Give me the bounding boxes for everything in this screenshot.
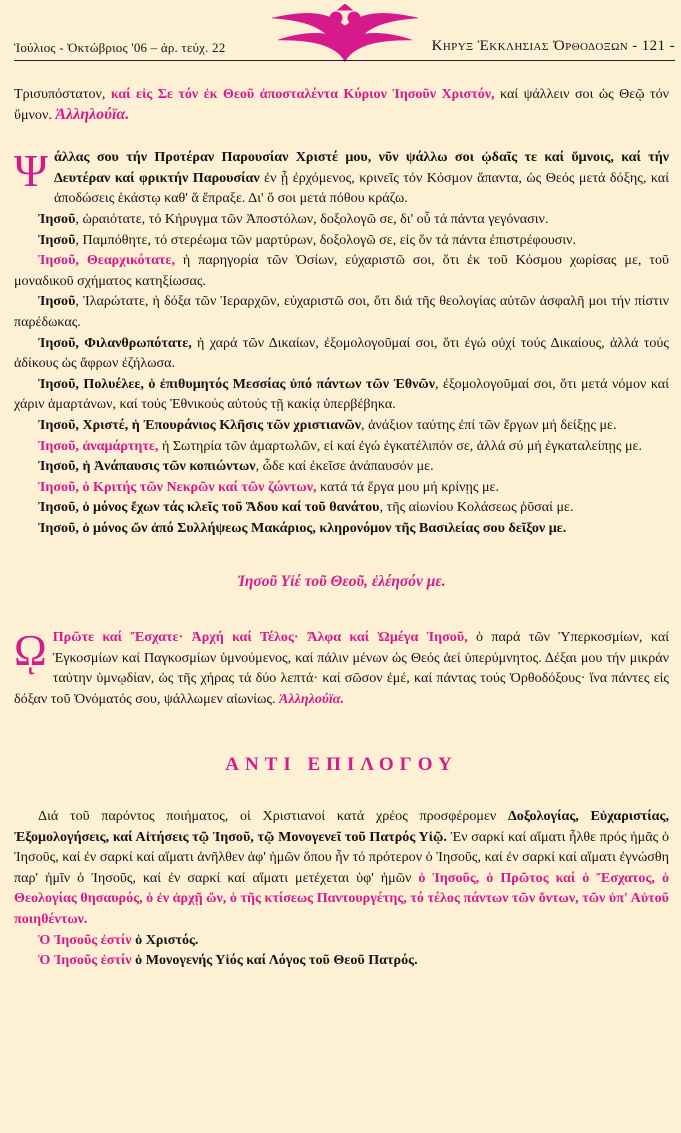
page-body xyxy=(14,84,669,971)
intro-paragraph xyxy=(14,84,669,125)
alleluia-text: Ἀλληλούϊα. xyxy=(55,105,130,123)
verse-text: , ὧδε καί ἐκεῖσε ἀνάπαυσόν με. xyxy=(255,458,434,475)
epilogue-line-2-a: Ὁ Ἰησοῦς ἐστίν xyxy=(38,952,132,969)
intro-highlight: καί εἰς Σε τόν ἐκ Θεοῦ ἀποσταλέντα Κύριον Ἰησοῦν Χριστόν, xyxy=(110,86,495,102)
verse-invocation: Ἰησοῦ xyxy=(38,293,76,310)
verse-item xyxy=(14,497,669,518)
dropcap-omega: ῼ xyxy=(14,626,47,676)
verse-item xyxy=(14,250,669,291)
verse-invocation: Ἰησοῦ xyxy=(38,210,76,227)
verse-text: , Ἱλαρώτατε, ἡ δόξα τῶν Ἱεραρχῶν, εὐχαριστῶ σοι, ὅτι διά τῆς θεολογίας αὐτῶν ἀσφαλῆ μοι τήν πίστιν παρέδωκας. xyxy=(14,293,669,330)
verse-invocation: Ἰησοῦ, Χριστέ, ἡ Ἐπουράνιος Κλῆσις τῶν χριστιανῶν xyxy=(38,416,362,433)
psi-bold: άλλας σου τήν Προτέραν Παρουσίαν Χριστέ μου, νῦν ψάλλω σοι ᾠδαῖς τε καί ὕμνοις, καί τήν Δευτέραν καί φρικτήν Παρουσίαν xyxy=(53,149,669,186)
epilogue-line-1 xyxy=(14,930,669,951)
verse-invocation: Ἰησοῦ, ἡ Ἀνάπαυσις τῶν κοπιώντων xyxy=(38,458,256,475)
verse-text: , Παμπόθητε, τό στερέωμα τῶν μαρτύρων, δοξολογῶ σε, εἰς ὅν τά πάντα ἐπιστρέφουσιν. xyxy=(75,231,577,248)
verse-invocation: Ἰησοῦ, Πολυέλεε, ὁ ἐπιθυμητός Μεσσίας ὑπό πάντων τῶν Ἐθνῶν xyxy=(38,375,435,392)
verse-item xyxy=(14,477,669,498)
epilogue-bold: Δοξολογίας, Εὐχαριστίας, Ἐξομολογήσεις, καί Αἰτήσεις τῷ Ἰησοῦ, τῷ Μονογενεῖ τοῦ Πατρός Υἱῷ. xyxy=(14,808,669,845)
verse-item xyxy=(14,436,669,457)
issue-info: Ἰούλιος - Ὀκτώβριος '06 – ἀρ. τεύχ. 22 xyxy=(14,40,226,55)
verse-invocation: Ἰησοῦ xyxy=(38,231,76,248)
psi-rest: ἐν ᾗ ἐρχόμενος, κρινεῖς τόν Κόσμον ἅπαντα, ὡς Θεός μετά δόξης, καί ἀποδώσεις ἑκάστῳ καθ' ἅ ἔπραξε. Δι' ὅ σοι μετά πόθου κράζω. xyxy=(53,169,669,207)
omega-rest: ὁ παρά τῶν Ὑπερκοσμίων, καί Ἐγκοσμίων καί Παγκοσμίων ὑμνούμενος, καί πάλιν μένων ὡς Θεός ἀεί ὑπερύμνητος. Δέξαι μου τήν μικράν ταύτην ὑμνῳδίαν, ὡς τῆς χήρας τά δύο λεπτά· καί σῶσον ἐμέ, καί πάντας τούς Ὀρθοδόξους· ἵνα πάντες εἰς δόξαν τοῦ Ὀνόματός σου, ψάλλωμεν αἰωνίως. xyxy=(14,629,670,707)
epilogue-text-1: Διά τοῦ παρόντος ποιήματος, οἱ Χριστιανοί κατά χρέος προσφέρομεν xyxy=(38,808,508,825)
epilogue-line-2-b: ὁ Μονογενής Υἱός καί Λόγος τοῦ Θεοῦ Πατρός. xyxy=(131,952,418,969)
verse-item xyxy=(14,456,669,477)
psi-paragraph xyxy=(14,147,669,209)
verse-item xyxy=(14,333,669,374)
dropcap-psi: Ψ xyxy=(14,145,48,197)
verse-invocation: Ἰησοῦ, ἀναμάρτητε, xyxy=(38,437,159,454)
double-headed-eagle-icon xyxy=(268,4,422,64)
journal-title: Κηρυξ Ἐκκλησιας Ὀρθοδοξων - 121 - xyxy=(431,38,675,54)
verse-item xyxy=(14,291,669,332)
section-title: ΑΝΤΙ ΕΠΙΛΟΓΟΥ xyxy=(225,754,458,776)
intro-text: Τρισυπόστατον, xyxy=(14,86,111,102)
verse-item xyxy=(14,209,669,230)
epilogue-line-1-b: ὁ Χριστός. xyxy=(131,931,199,948)
intro-text-cont: καί ψάλλειν σοι ὡς Θεῷ τόν ὕμνον. xyxy=(14,86,669,123)
epilogue-line-2 xyxy=(14,950,669,971)
verse-invocation: Ἰησοῦ, ὁ μόνος ὤν ἀπό Συλλήψεως Μακάριος, κληρονόμον τῆς Βασιλείας σου δεῖξον με. xyxy=(38,519,567,536)
verse-invocation: Ἰησοῦ, Φιλανθρωπότατε, xyxy=(38,334,192,351)
verse-text: , ἀνάξιον ταύτης ἐπί τῶν ἔργων μή δείξῃς με. xyxy=(361,416,617,433)
refrain: Ἰησοῦ Υἱέ τοῦ Θεοῦ, ἐλέησόν με. xyxy=(237,573,446,591)
epilogue-highlight: ὁ Ἰησοῦς, ὁ Πρῶτος καί ὁ Ἔσχατος, ὁ Θεολογίας θησαυρός, ὁ ἐν ἀρχῇ ὤν, ὁ τῆς κτίσεως Παντουργέτης, τό τέλος πάντων τῶν ὄντων, τῶν ὑπ' Αὐτοῦ ποιηθέντων. xyxy=(14,869,669,927)
verse-text: ἡ παρηγορία τῶν Ὁσίων, εὐχαριστῶ σοι, ὅτι ἐκ τοῦ Κόσμου χωρίσας με, τοῦ μοναδικοῦ σχήματος κατηξίωσας. xyxy=(14,252,669,289)
verse-item xyxy=(14,230,669,251)
epilogue-line-1-a: Ὁ Ἰησοῦς ἐστίν xyxy=(38,931,132,948)
verse-invocation: Ἰησοῦ, ὁ μόνος ἔχων τάς κλεῖς τοῦ Ἅδου καί τοῦ θανάτου xyxy=(38,499,380,516)
verse-text: ἡ Σωτηρία τῶν ἁμαρτωλῶν, εἰ καί ἐγώ ἐγκατέλιπόν σε, ἀλλά σύ μή ἐγκαταλείπῃς με. xyxy=(158,437,642,454)
verse-item xyxy=(14,415,669,436)
verse-text: ἡ χαρά τῶν Δικαίων, ἐξομολογοῦμαί σοι, ὅτι ἐγώ οὐχί τούς Δικαίους, ἀλλά τούς ἀδίκους ὡς ἄφρων ἐζήλωσα. xyxy=(14,334,669,372)
header-rule xyxy=(14,60,675,61)
verse-item xyxy=(14,374,669,415)
omega-highlight: Πρῶτε καί Ἔσχατε· Ἀρχή καί Τέλος· Ἄλφα καί Ὠμέγα Ἰησοῦ, xyxy=(52,629,468,646)
verse-invocation: Ἰησοῦ, ὁ Κριτής τῶν Νεκρῶν καί τῶν ζώντων, xyxy=(38,478,317,495)
verse-text: κατά τά ἔργα μου μή κρίνῃς με. xyxy=(316,478,499,495)
verse-list xyxy=(14,209,669,539)
verse-invocation: Ἰησοῦ, Θεαρχικότατε, xyxy=(38,252,175,269)
omega-paragraph xyxy=(14,627,669,709)
verse-text: , ἐξομολογοῦμαί σοι, ὅτι μετά νόμον καί χάριν ἁμαρτάνων, καί τούς Ἐθνικούς αὐτούς τῇ κακίᾳ ὑπερβέβηκα. xyxy=(14,375,669,413)
epilogue-text-2: Ἐν σαρκί καί αἵματι ἦλθε πρός ἡμᾶς ὁ Ἰησοῦς, καί ἐν σαρκί καί αἵματι ἀνῆλθεν ἀφ' ἡμῶν ὅπου ἦν τό πρότερον ὁ Ἰησοῦς, καί ἐν σαρκί καί αἵματι ἐγνώσθη παρ' ἡμῖν ὁ Ἰησοῦς, καί ἐν σαρκί καί αἵματι μετέχεται ὑφ' ἡμῶν xyxy=(14,828,669,886)
verse-item xyxy=(14,518,669,539)
epilogue-paragraph xyxy=(14,806,669,930)
verse-text: , τῆς αἰωνίου Κολάσεως ῥῦσαί με. xyxy=(379,499,574,516)
page-header xyxy=(0,0,681,70)
verse-text: , ὡραιότατε, τό Κήρυγμα τῶν Ἀποστόλων, δοξολογῶ σε, δι' οὗ τά πάντα γεγόνασιν. xyxy=(75,210,549,227)
alleluia-text-2: Ἀλληλούϊα. xyxy=(278,690,345,707)
